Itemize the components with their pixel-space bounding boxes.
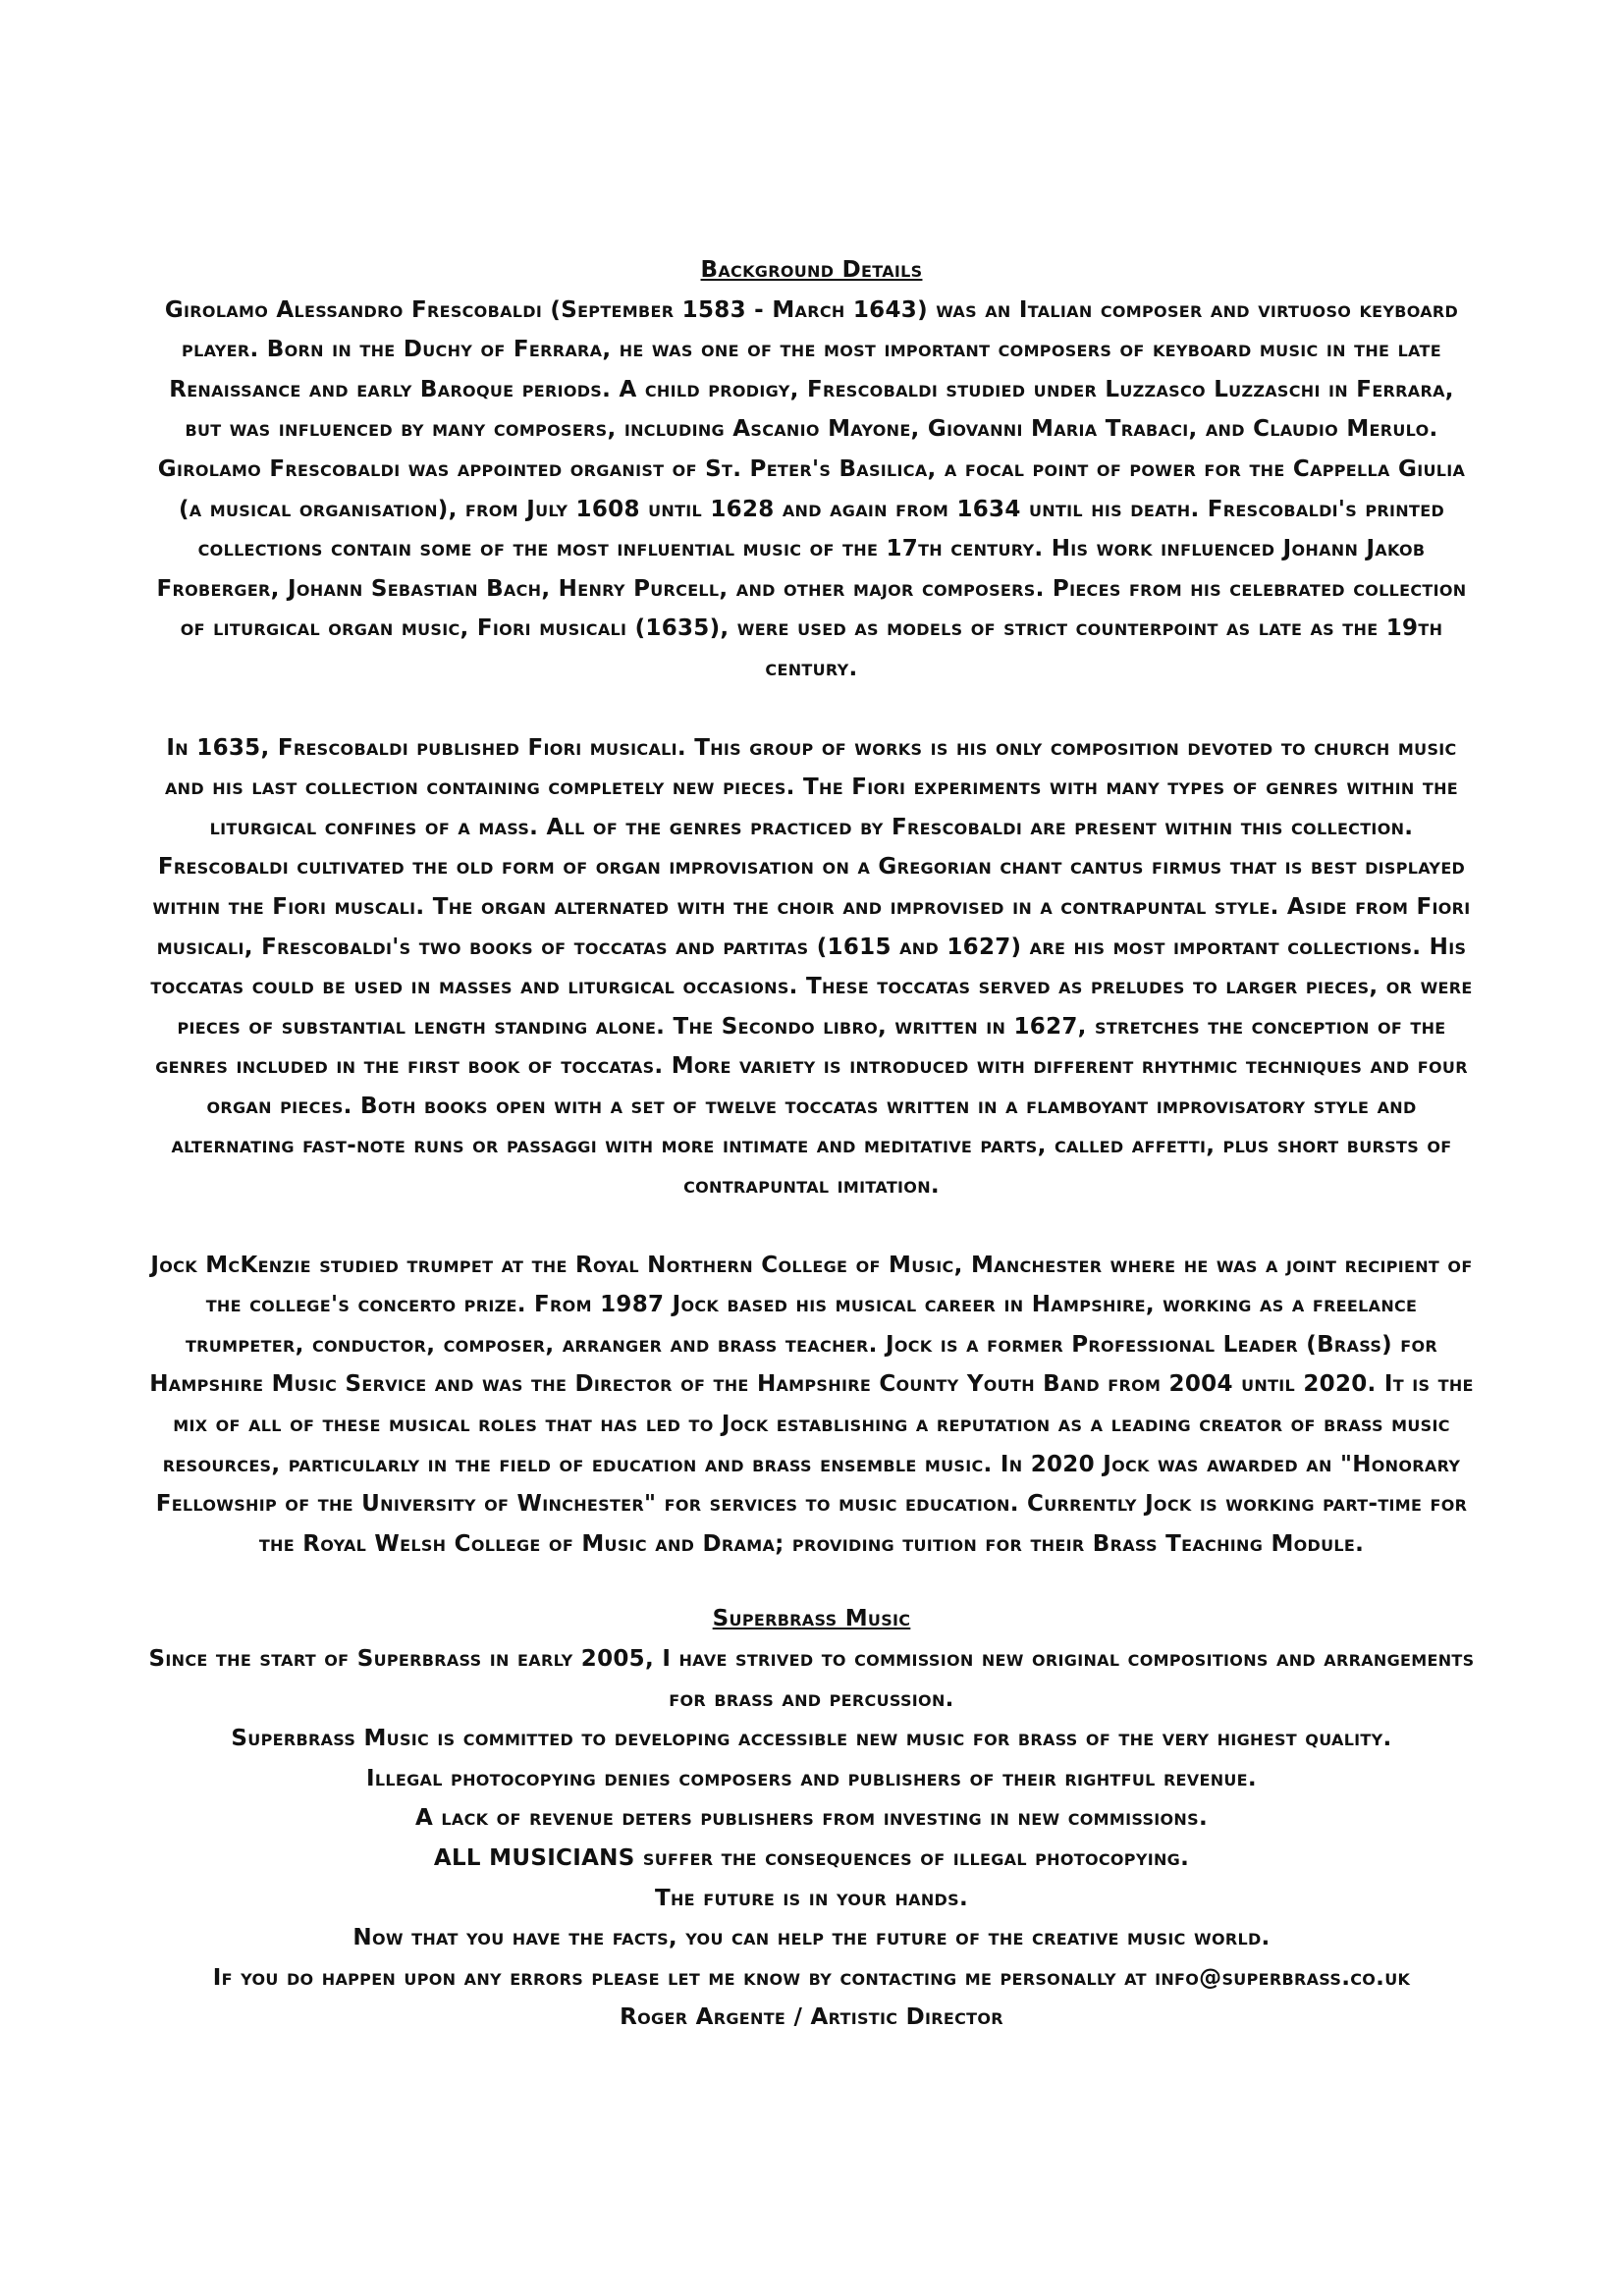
superbrass-line-all-musicians xyxy=(147,1839,1476,1879)
paragraph-spacer xyxy=(147,689,1476,728)
fiori-musicali-paragraph: In 1635, Frescobaldi published Fiori musicali. This group of works is his only composition devoted to church music and his last collection containing completely new pieces. The Fiori experiments with many types of genres within the liturgical confines of a mass. All of the genres practiced by Frescobaldi are present within this collection. Frescobaldi cultivated the old form of organ improvisation on a Gregorian chant cantus firmus that is best displayed within the Fiori muscali. The organ alternated with the choir and improvised in a contrapuntal style. Aside from Fiori musicali, Frescobaldi's two books of toccatas and partitas (1615 and 1627) are his most important collections. His toccatas could be used in masses and liturgical occasions. These toccatas served as preludes to larger pieces, or were pieces of substantial length standing alone. The Secondo libro, written in 1627, stretches the conception of the genres included in the first book of toccatas. More variety is introduced with different rhythmic techniques and four organ pieces. Both books open with a set of twelve toccatas written in a flamboyant improvisatory style and alternating fast-note runs or passaggi with more intimate and meditative parts, called affetti, plus short bursts of contrapuntal imitation. xyxy=(150,734,1473,1200)
superbrass-line-errors-contact: If you do happen upon any errors please let me know by contacting me personally at info@superbrass.co.uk xyxy=(212,1964,1411,1991)
document-body xyxy=(147,250,1476,2038)
all-musicians-rest: suffer the consequences of illegal photocopying. xyxy=(634,1844,1190,1871)
background-details-heading: Background Details xyxy=(700,257,923,283)
superbrass-line-future: The future is in your hands. xyxy=(655,1885,968,1911)
superbrass-line-commission: Since the start of Superbrass in early 2005, I have strived to commission new original compositions and arrangements for brass and percussion. xyxy=(148,1646,1475,1712)
superbrass-music-heading: Superbrass Music xyxy=(712,1606,911,1632)
superbrass-line-now-that-you-have: Now that you have the facts, you can help the future of the creative music world. xyxy=(352,1925,1271,1951)
frescobaldi-biography-paragraph: Girolamo Alessandro Frescobaldi (September 1583 - March 1643) was an Italian composer and virtuoso keyboard player. Born in the Duchy of Ferrara, he was one of the most important composers of keyboard music in the late Renaissance and early Baroque periods. A child prodigy, Frescobaldi studied under Luzzasco Luzzaschi in Ferrara, but was influenced by many composers, including Ascanio Mayone, Giovanni Maria Trabaci, and Claudio Merulo. Girolamo Frescobaldi was appointed organist of St. Peter's Basilica, a focal point of power for the Cappella Giulia (a musical organisation), from July 1608 until 1628 and again from 1634 until his death. Frescobaldi's printed collections contain some of the most influential music of the 17th century. His work influenced Johann Jakob Froberger, Johann Sebastian Bach, Henry Purcell, and other major composers. Pieces from his celebrated collection of liturgical organ music, Fiori musicali (1635), were used as models of strict counterpoint as late as the 19th century. xyxy=(156,296,1467,681)
superbrass-line-lack-of-revenue: A lack of revenue deters publishers from investing in new commissions. xyxy=(415,1805,1208,1832)
section-spacer xyxy=(147,1564,1476,1599)
jock-mckenzie-paragraph: Jock McKenzie studied trumpet at the Royal Northern College of Music, Manchester where he was a joint recipient of the college's concerto prize. From 1987 Jock based his musical career in Hampshire, working as a freelance trumpeter, conductor, composer, arranger and brass teacher. Jock is a former Professional Leader (Brass) for Hampshire Music Service and was the Director of the Hampshire County Youth Band from 2004 until 2020. It is the mix of all of these musical roles that has led to Jock establishing a reputation as a leading creator of brass music resources, particularly in the field of education and brass ensemble music. In 2020 Jock was awarded an "Honorary Fellowship of the University of Winchester" for services to music education. Currently Jock is working part-time for the Royal Welsh College of Music and Drama; providing tuition for their Brass Teaching Module. xyxy=(149,1252,1474,1557)
paragraph-spacer xyxy=(147,1206,1476,1246)
superbrass-line-committed: Superbrass Music is committed to developing accessible new music for brass of the very highest quality. xyxy=(231,1726,1392,1752)
all-musicians-emphasis: ALL MUSICIANS xyxy=(433,1844,635,1871)
superbrass-line-illegal-photocopying: Illegal photocopying denies composers and publishers of their rightful revenue. xyxy=(366,1765,1257,1791)
signature-line: Roger Argente / Artistic Director xyxy=(620,2004,1003,2031)
